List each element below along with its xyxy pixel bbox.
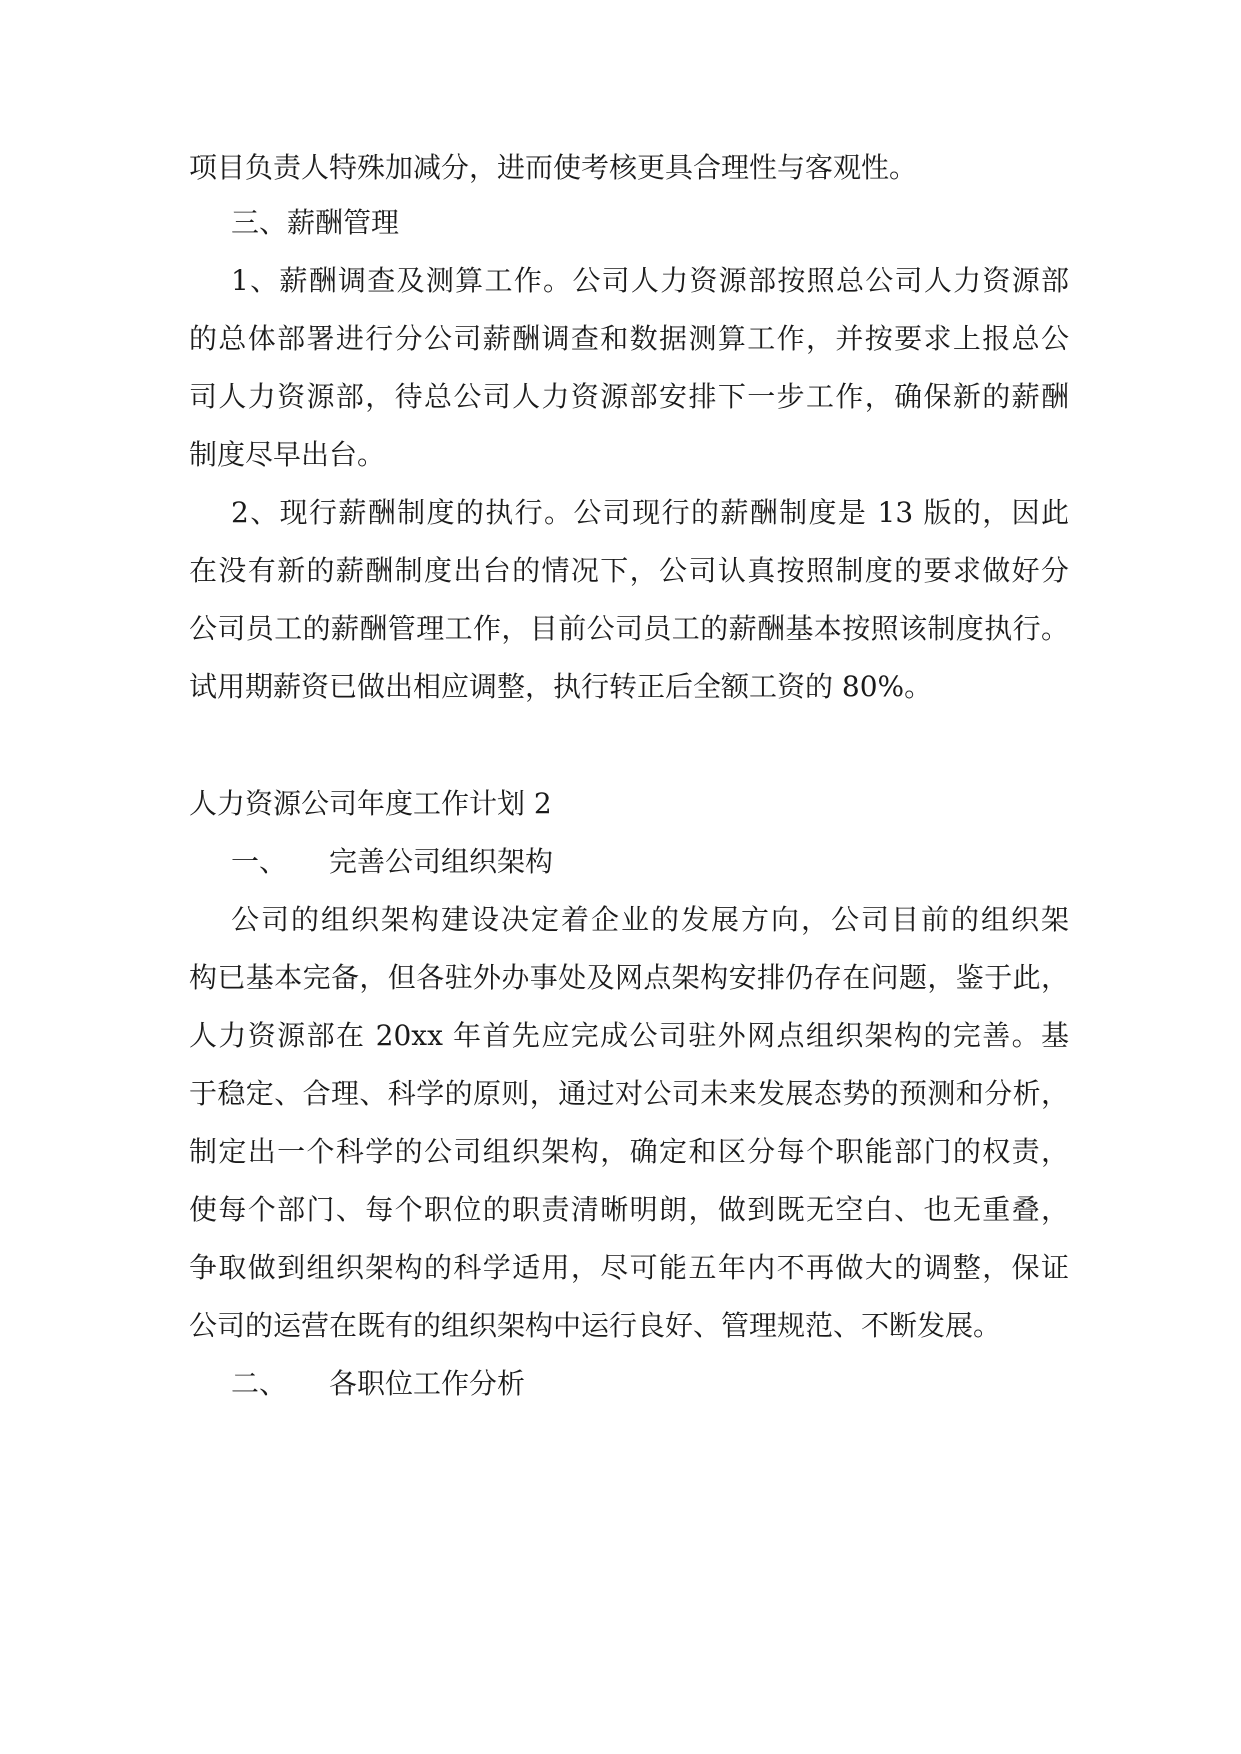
- paragraph-line: 2、现行薪酬制度的执行。公司现行的薪酬制度是 13 版的，因此: [231, 496, 1069, 529]
- section-heading-one: [231, 842, 1111, 882]
- paragraph-line: 使每个部门、每个职位的职责清晰明朗，做到既无空白、也无重叠，: [189, 1193, 1069, 1226]
- paragraph-line: 1、薪酬调查及测算工作。公司人力资源部按照总公司人力资源部: [231, 264, 1069, 297]
- section-heading-salary: 三、薪酬管理: [231, 206, 400, 239]
- paragraph-line: 公司员工的薪酬管理工作，目前公司员工的薪酬基本按照该制度执行。: [189, 612, 1069, 645]
- section-number: 一、: [231, 845, 288, 878]
- paragraph-line: 公司的组织架构建设决定着企业的发展方向，公司目前的组织架: [231, 903, 1069, 936]
- paragraph-line: 试用期薪资已做出相应调整，执行转正后全额工资的 80%。: [189, 670, 933, 703]
- section-number: 二、: [231, 1367, 288, 1400]
- paragraph-line: 制度尽早出台。: [189, 438, 386, 471]
- paragraph-line: 人力资源部在 20xx 年首先应完成公司驻外网点组织架构的完善。基: [189, 1019, 1069, 1052]
- paragraph-line: 制定出一个科学的公司组织架构，确定和区分每个职能部门的权责，: [189, 1135, 1069, 1168]
- section-title: 完善公司组织架构: [329, 845, 554, 878]
- paragraph-line: 司人力资源部，待总公司人力资源部安排下一步工作，确保新的薪酬: [189, 380, 1069, 413]
- section-heading-two: [231, 1364, 1111, 1404]
- paragraph-line: 公司的运营在既有的组织架构中运行良好、管理规范、不断发展。: [189, 1309, 1002, 1342]
- paragraph-line: 在没有新的薪酬制度出台的情况下，公司认真按照制度的要求做好分: [189, 554, 1069, 587]
- document-title: 人力资源公司年度工作计划 2: [189, 787, 552, 820]
- paragraph-line: 争取做到组织架构的科学适用，尽可能五年内不再做大的调整，保证: [189, 1251, 1069, 1284]
- paragraph-line: 的总体部署进行分公司薪酬调查和数据测算工作，并按要求上报总公: [189, 322, 1069, 355]
- paragraph-line: 项目负责人特殊加减分，进而使考核更具合理性与客观性。: [189, 151, 918, 184]
- paragraph-line: 于稳定、合理、科学的原则，通过对公司未来发展态势的预测和分析，: [189, 1077, 1069, 1110]
- section-title: 各职位工作分析: [329, 1367, 526, 1400]
- paragraph-line: 构已基本完备，但各驻外办事处及网点架构安排仍存在问题，鉴于此，: [189, 961, 1069, 994]
